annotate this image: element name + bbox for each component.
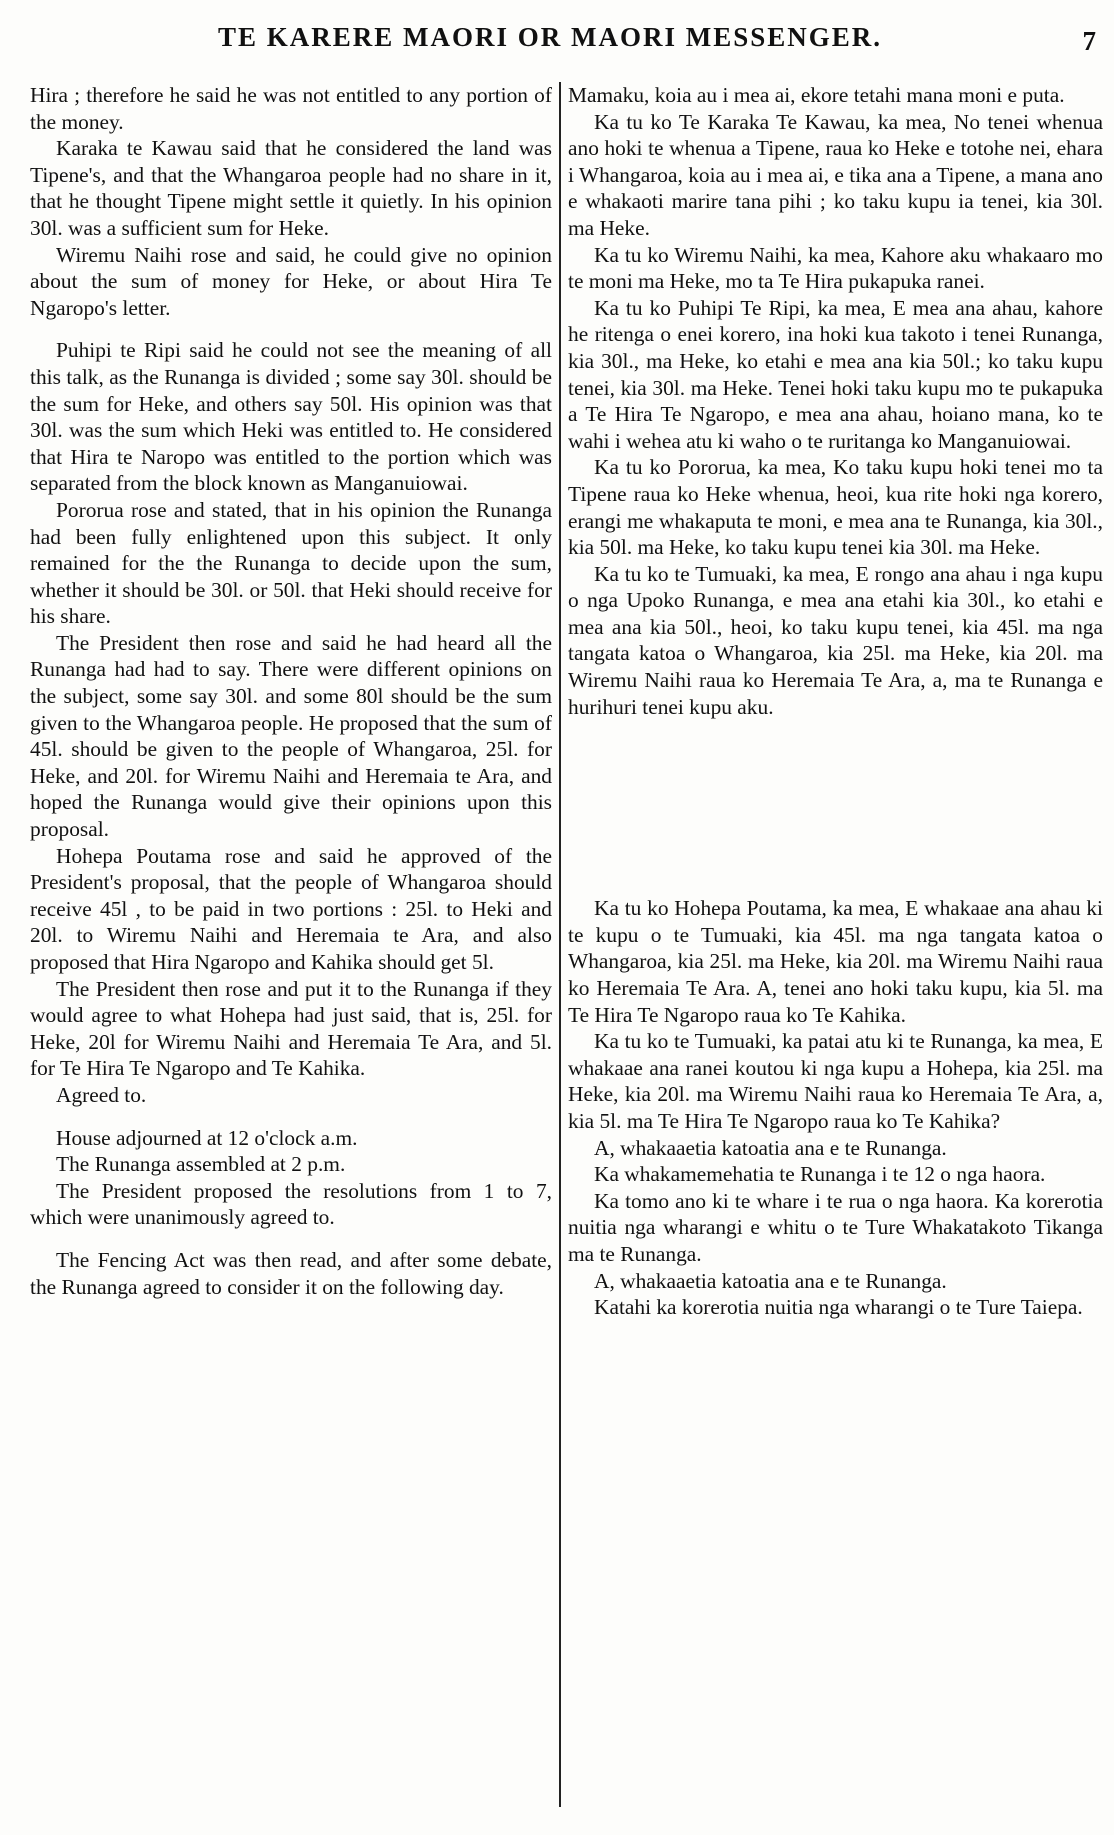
paragraph: Agreed to.	[56, 1082, 147, 1107]
paragraph: Ka tu ko Puhipi Te Ripi, ka mea, E mea ana ahau, kahore he ritenga o enei korero, ina hoki kua takoto i tenei Runanga, kia 30l., ma Heke, ko etahi e mea ana kia 50l.; ko taku kupu tenei, kia 30l. ma Heke. Tenei hoki taku kupu mo te pukapuka a Te Hira Te Ngaropo, e mea ana ahau, hoiano mana, ko te wahi i wehea atu ki waho o te ruritanga ko Manganuiowai.	[568, 295, 1103, 453]
paragraph: Ka tu ko Te Karaka Te Kawau, ka mea, No tenei whenua ano hoki te whenua a Tipene, raua ko Heke e totohe nei, ehara i Whangaroa, koia au i mea ai, e tika ana a Tipene, a mana ano e whakaoti marire tana pihi ; ko taku kupu ia tenei, kia 30l. ma Heke.	[568, 109, 1103, 240]
paragraph: The President then rose and put it to the Runanga if they would agree to what Hohepa had just said, that is, 25l. for Heke, 20l for Wiremu Naihi and Heremaia Te Ara, and 5l. for Te Hira Te Ngaropo and Te Kahika.	[30, 976, 552, 1081]
paragraph: Ka tu ko Hohepa Poutama, ka mea, E whakaae ana ahau ki te kupu o te Tumuaki, kia 45l. ma nga tangata katoa o Whangaroa, kia 25l. ma Heke, kia 20l. ma Wiremu Naihi raua ko Heremaia Te Ara. A, tenei ano hoki taku kupu, kia 5l. ma Te Hira Te Ngaropo raua ko Te Kahika.	[568, 896, 1103, 1027]
paragraph: Wiremu Naihi rose and said, he could give no opinion about the sum of money for Heke, or about Hira Te Ngaropo's letter.	[30, 242, 552, 320]
paragraph: Ka tu ko te Tumuaki, ka mea, E rongo ana ahau i nga kupu o nga Upoko Runanga, e mea ana etahi kia 30l., ko etahi e mea ana kia 50l., heoi, ko taku kupu tenei, kia 45l. ma nga tangata katoa o Whangaroa, kia 25l. ma Heke, kia 20l. ma Wiremu Naihi raua ko Heremaia Te Ara, a, ma te Runanga e hurihuri tenei kupu aku.	[568, 561, 1103, 719]
paragraph: Karaka te Kawau said that he considered the land was Tipene's, and that the Whangaroa people had no share in it, that he thought Tipene might settle it quietly. In his opinion 30l. was a sufficient sum for Heke.	[30, 136, 552, 240]
paragraph: Ka tu ko Wiremu Naihi, ka mea, Kahore aku whakaaro mo te moni ma Heke, mo ta Te Hira pukapuka ranei.	[568, 242, 1103, 294]
paragraph: Ka tu ko te Tumuaki, ka patai atu ki te Runanga, ka mea, E whakaae ana ranei koutou ki nga kupu a Hohepa, kia 25l. ma Heke, kia 20l. ma Wiremu Naihi raua ko Heremaia Te Ara, a, kia 5l. ma Te Hira Te Ngaropo raua ko Te Kahika?	[568, 1029, 1103, 1133]
maori-column	[568, 82, 1103, 1321]
paragraph: Ka tomo ano ki te whare i te rua o nga haora. Ka korerotia nuitia nga wharangi e whitu o te Ture Whakatakoto Tikanga ma te Runanga.	[568, 1188, 1103, 1266]
page-number: 7	[1082, 26, 1096, 56]
column-divider	[559, 82, 561, 1807]
paragraph: Katahi ka korerotia nuitia nga wharangi o te Ture Taiepa.	[594, 1295, 1083, 1320]
paragraph: Mamaku, koia au i mea ai, ekore tetahi mana moni e puta.	[568, 83, 1065, 107]
paragraph: Pororua rose and stated, that in his opinion the Runanga had been fully enlightened upon this subject. It only remained for the the Runanga to decide upon the sum, whether it should be 30l. or 50l. that Heki should receive for his share.	[30, 497, 552, 629]
paragraph: Hira ; therefore he said he was not entitled to any portion of the money.	[30, 83, 552, 134]
paragraph: A, whakaaetia katoatia ana e te Runanga.	[594, 1268, 947, 1293]
paragraph: Ka tu ko Pororua, ka mea, Ko taku kupu hoki tenei mo ta Tipene raua ko Heke whenua, heoi, kua rite hoki nga korero, erangi me whakaputa te moni, e mea ana te Runanga, kia 30l., kia 50l. ma Heke, ko taku kupu tenei kia 30l. ma Heke.	[568, 455, 1103, 560]
paragraph: The Runanga assembled at 2 p.m.	[56, 1152, 346, 1177]
english-column	[30, 82, 552, 1300]
paragraph: House adjourned at 12 o'clock a.m.	[56, 1125, 358, 1150]
paragraph: Ka whakamemehatia te Runanga i te 12 o nga haora.	[594, 1162, 1046, 1187]
masthead-title: TE KARERE MAORI OR MAORI MESSENGER.	[217, 22, 883, 52]
paragraph: Puhipi te Ripi said he could not see the meaning of all this talk, as the Runanga is divided ; some say 30l. should be the sum for Heke, and others say 50l. His opinion was that 30l. was the sum which Heki was entitled to. He considered that Hira te Naropo was entitled to the portion which was separated from the block known as Manganuiowai.	[30, 338, 552, 496]
paragraph: A, whakaaetia katoatia ana e te Runanga.	[594, 1135, 947, 1160]
paragraph: The President proposed the resolutions from 1 to 7, which were unanimously agreed to.	[30, 1178, 552, 1230]
page-header	[0, 22, 1114, 62]
paragraph: Hohepa Poutama rose and said he approved of the President's proposal, that the people of Whangaroa should receive 45l , to be paid in two portions : 25l. to Heki and 20l. to Wiremu Naihi and Heremaia te Ara, and also proposed that Hira Ngaropo and Kahika should get 5l.	[30, 843, 552, 974]
paragraph: The President then rose and said he had heard all the Runanga had had to say. There were different opinions on the subject, some say 30l. and some 80l should be the sum given to the Whangaroa people. He proposed that the sum of 45l. should be given to the people of Whangaroa, 25l. for Heke, and 20l. for Wiremu Naihi and Heremaia te Ara, and hoped the Runanga would give their opinions upon this proposal.	[30, 630, 552, 842]
paragraph: The Fencing Act was then read, and after some debate, the Runanga agreed to consider it on the following day.	[30, 1247, 552, 1299]
